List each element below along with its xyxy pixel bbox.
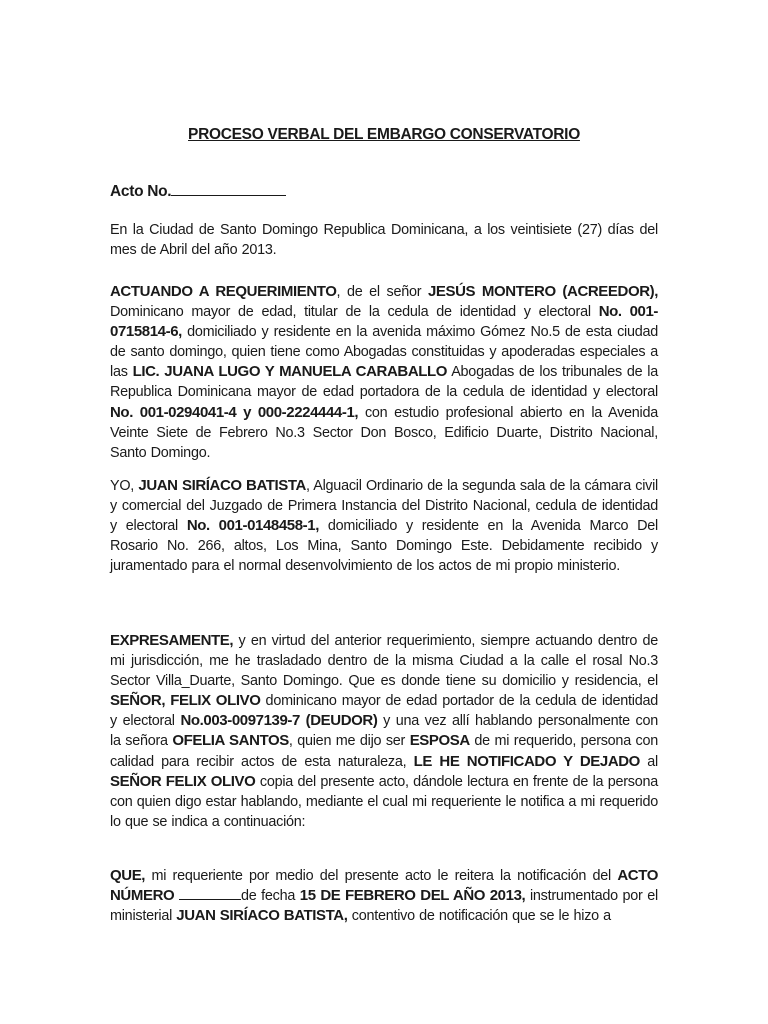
paragraph-requerimiento <box>110 282 658 463</box>
p2-s7: LIC. JUANA LUGO Y MANUELA CARABALLO <box>132 363 448 381</box>
p4-s8: , quien me dijo ser <box>288 733 410 750</box>
p4-s13: SEÑOR FELIX OLIVO <box>110 772 256 790</box>
p4-s9: ESPOSA <box>409 732 470 750</box>
p4-s12: al <box>639 753 658 770</box>
p4-s2: y en virtud del anterior requerimiento, siempre actuando dentro de mi jurisdicción, me he trasladado dentro de la misma Ciudad a la calle el rosal No.3 Sector Villa_Duarte, Santo Domingo. Que es donde tiene su domicilio y residencia, el <box>110 633 658 690</box>
acto-number-blank <box>171 181 286 196</box>
acto-number-line <box>110 181 286 201</box>
p5-s8: contentivo de notificación que se le hizo a <box>347 908 611 925</box>
p3-s3: , Alguacil Ordinario de la segunda sala de la cámara civil y comercial del Juzgado de Primera Instancia del Distrito Nacional, cedula de identidad y electoral <box>110 478 659 535</box>
p2-s9: No. 001-0294041-4 y 000-2224444-1, <box>110 403 359 421</box>
p5-s4: de fecha <box>240 888 300 905</box>
acto-numero-blank <box>179 886 241 900</box>
p4-s6: y una vez allí hablando personalmente con la señora <box>110 713 658 750</box>
p5-s1: QUE, <box>110 867 146 884</box>
paragraph-alguacil <box>110 476 658 576</box>
p4-s14: copia del presente acto, dándole lectura en frente de la persona con quien digo estar hablando, mediante el cual mi requeriente le notifica a mi requerido lo que se indica a continuación: <box>110 773 658 830</box>
p2-s3: JESÚS MONTERO (ACREEDOR), <box>427 283 659 300</box>
p2-s5: No. 001-0715814-6, <box>110 303 658 341</box>
p5-s6: instrumentado por el ministerial <box>110 888 658 925</box>
paragraph-date <box>110 220 658 260</box>
p5-s5: 15 DE FEBRERO DEL AÑO 2013, <box>299 887 526 905</box>
p4-s10: de mi requerido, persona con calidad para recibir actos de esta naturaleza, <box>110 733 658 770</box>
p5-s2: mi requeriente por medio del presente acto le reitera la notificación del <box>145 868 618 884</box>
p3-s1: YO, <box>110 478 139 494</box>
p4-s7: OFELIA SANTOS <box>172 732 289 750</box>
p2-s10: con estudio profesional abierto en la Avenida Veinte Siete de Febrero No.3 Sector Don Bosco, Edificio Duarte, Distrito Nacional, Santo Domingo. <box>110 404 658 461</box>
p2-s1: ACTUANDO A REQUERIMIENTO <box>110 283 337 300</box>
p5-s3: ACTO NÚMERO <box>110 867 658 905</box>
p5-s7: JUAN SIRÍACO BATISTA, <box>176 907 348 925</box>
p4-s5: No.003-0097139-7 (DEUDOR) <box>180 712 378 730</box>
p4-s3: SEÑOR, FELIX OLIVO <box>110 692 261 710</box>
p2-s2: , de el señor <box>336 284 428 300</box>
p4-s11: LE HE NOTIFICADO Y DEJADO <box>413 752 640 770</box>
acto-label: Acto No. <box>110 183 172 200</box>
p4-s4: dominicano mayor de edad portador de la cedula de identidad y electoral <box>110 693 658 730</box>
p4-s1: EXPRESAMENTE, <box>110 632 234 649</box>
p2-s6: domiciliado y residente en la avenida máximo Gómez No.5 de esta ciudad de santo domingo, quien tiene como Abogadas constituidas y apoderadas especiales a las <box>110 324 658 381</box>
p2-s8: Abogadas de los tribunales de la Republica Dominicana mayor de edad portadora de la cedula de identidad y electoral <box>110 364 658 401</box>
p3-s4: No. 001-0148458-1, <box>186 517 319 535</box>
p3-s5: domiciliado y residente en la Avenida Marco Del Rosario No. 266, altos, Los Mina, Santo Domingo Este. Debidamente recibido y juramentado para el normal desenvolvimiento de los actos de mi propio ministerio. <box>110 518 658 575</box>
p3-s2: JUAN SIRÍACO BATISTA <box>138 477 306 494</box>
p2-s4: Dominicano mayor de edad, titular de la cedula de identidad y electoral <box>110 304 599 321</box>
paragraph-que <box>110 866 658 926</box>
p1-text: En la Ciudad de Santo Domingo Republica Dominicana, a los veintisiete (27) días del mes de Abril del año 2013. <box>110 222 658 259</box>
document-title: PROCESO VERBAL DEL EMBARGO CONSERVATORIO <box>188 126 580 143</box>
paragraph-expresamente <box>110 631 658 832</box>
